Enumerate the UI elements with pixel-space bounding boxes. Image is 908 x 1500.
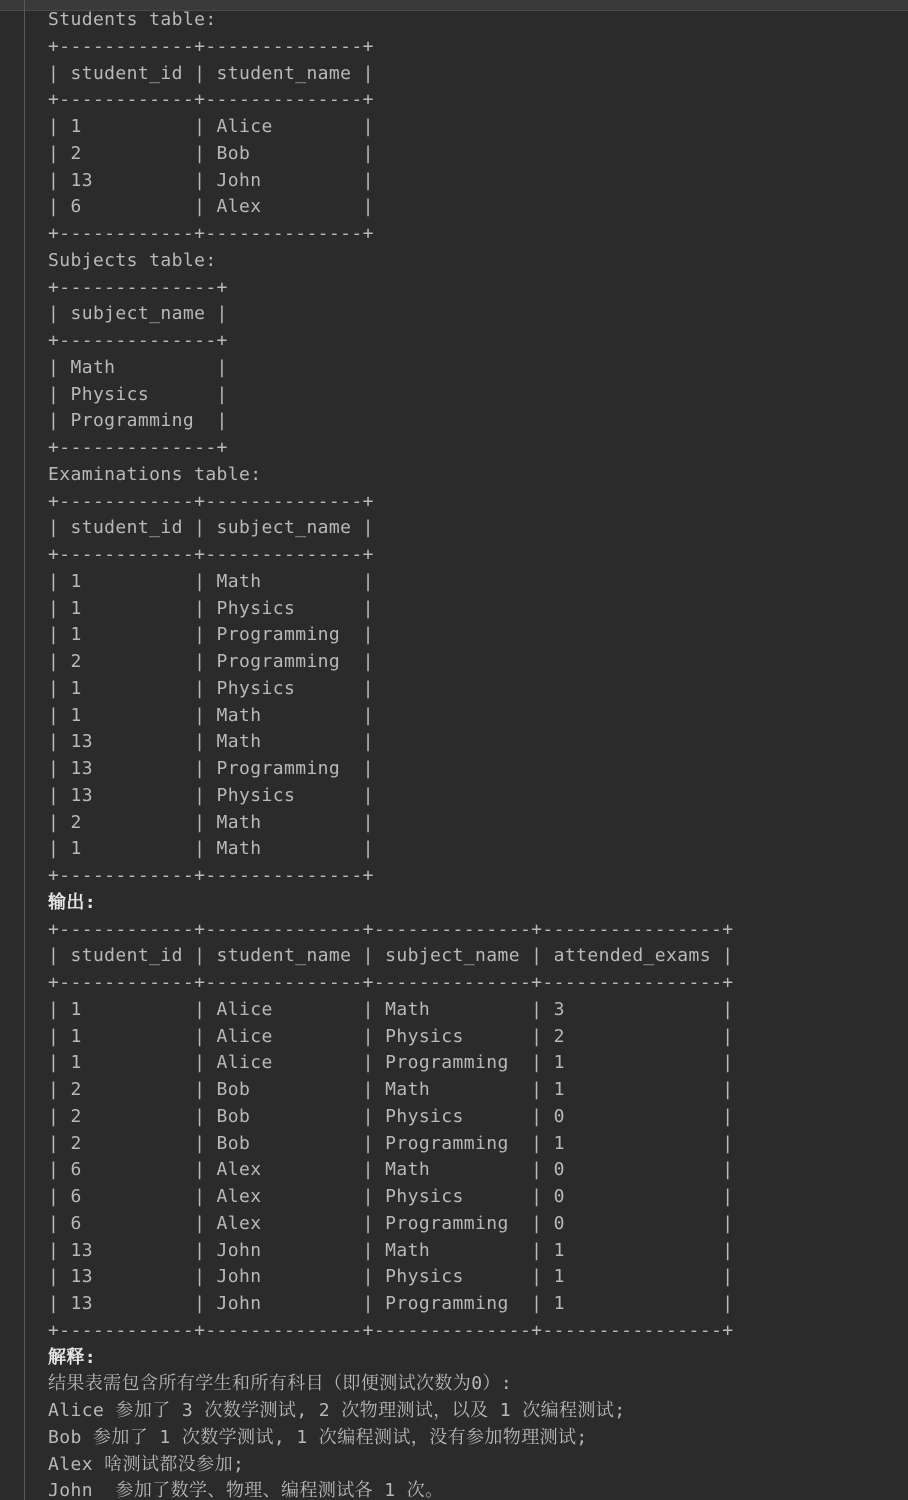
code-line: | Programming | [48,410,228,432]
code-line: | 6 | Alex | Math | 0 | [48,1159,734,1181]
code-line: Bob 参加了 1 次数学测试, 1 次编程测试，没有参加物理测试; [48,1426,588,1448]
code-line: +------------+--------------+--------------+----------------+ [48,972,734,993]
code-line: +------------+--------------+ [48,490,374,512]
code-line: +------------+--------------+ [48,35,374,57]
code-line: | student_id | subject_name | [48,517,374,539]
code-line: | student_id | student_name | [48,62,374,84]
section-heading: 输出: [48,891,97,913]
code-line: | 2 | Bob | Programming | 1 | [48,1132,734,1154]
code-line: | subject_name | [48,303,228,325]
code-line: | 13 | John | Math | 1 | [48,1239,734,1261]
code-line: | 1 | Physics | [48,677,374,699]
code-line: | 1 | Programming | [48,624,374,646]
code-block[interactable] [48,7,898,1500]
code-line: | 1 | Alice | Physics | 2 | [48,1025,734,1047]
code-line: | 1 | Alice | Math | 3 | [48,998,734,1020]
code-line: | 13 | John | Programming | 1 | [48,1293,734,1314]
code-line: Students table: [48,9,217,30]
code-line: +------------+--------------+ [48,223,374,244]
code-line: +------------+--------------+ [48,89,374,111]
code-line: | 13 | Math | [48,731,374,753]
code-line: | 13 | Programming | [48,758,374,779]
code-line: | 13 | John | [48,169,374,191]
code-line: | Math | [48,356,228,378]
code-line: | 13 | Physics | [48,784,374,806]
code-line: | 1 | Math | [48,704,374,726]
code-line: | 2 | Bob | Physics | 0 | [48,1105,734,1127]
code-line: | 6 | Alex | Programming | 0 | [48,1212,734,1234]
code-line: | 6 | Alex | Physics | 0 | [48,1186,734,1207]
code-line: +--------------+ [48,437,228,458]
section-heading: 解释: [48,1346,97,1368]
code-line: | 6 | Alex | [48,196,374,218]
code-line: John 参加了数学、物理、编程测试各 1 次。 [48,1480,444,1500]
code-line: | 1 | Alice | [48,116,374,137]
code-line: +------------+--------------+--------------+----------------+ [48,1319,734,1341]
code-line: +------------+--------------+ [48,544,374,565]
code-line: | 2 | Programming | [48,651,374,672]
code-line: Examinations table: [48,463,262,485]
code-line: | student_id | student_name | subject_name | attended_exams | [48,945,734,967]
code-line: | 1 | Alice | Programming | 1 | [48,1052,734,1074]
code-line: | Physics | [48,383,228,405]
code-line: | 1 | Physics | [48,597,374,619]
code-line: Subjects table: [48,249,217,271]
code-line: | 2 | Bob | Math | 1 | [48,1079,734,1100]
code-line: +------------+--------------+ [48,865,374,886]
gutter-divider [24,0,25,1500]
code-line: +--------------+ [48,276,228,298]
code-line: | 2 | Bob | [48,142,374,164]
code-line: | 1 | Math | [48,570,374,592]
code-line: 结果表需包含所有学生和所有科目（即便测试次数为0）: [48,1373,513,1395]
code-line: +--------------+ [48,330,228,351]
code-line: +------------+--------------+--------------+----------------+ [48,918,734,940]
code-line: | 13 | John | Physics | 1 | [48,1266,734,1288]
code-line: Alice 参加了 3 次数学测试, 2 次物理测试，以及 1 次编程测试; [48,1400,626,1421]
code-line: | 2 | Math | [48,811,374,833]
code-line: | 1 | Math | [48,838,374,860]
code-line: Alex 啥测试都没参加; [48,1453,245,1475]
